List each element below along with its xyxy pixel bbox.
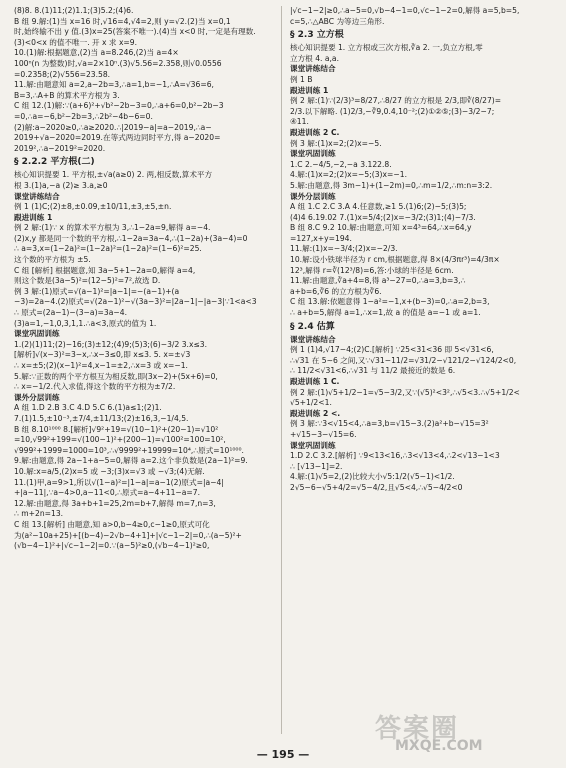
answer-line: 4.解:(1)√5=2,(2)比较大小√5:1/2(√5−1)<1/2. [290, 472, 455, 482]
answer-line: 11.解:由题意,∛a+4=8,得 a³−27=0,∴a=3,b=3,∴ [290, 276, 466, 286]
answer-line: 2019²,∴a−2019²=2020. [14, 143, 106, 153]
answer-line: 11.(1)甲,a=9>1,所以√(1−a)²=|1−a|=a−1(2)原式=|a−4| [14, 477, 224, 487]
section-heading: § 2.3 立方根 [290, 30, 344, 41]
answer-line: 例 1 B [290, 74, 313, 84]
answer-line: 为(a²−10a+25)+[(b−4)−2√b−4+1]+|√c−1−2|=0,∴(a−5)²+ [14, 530, 242, 540]
answer-line: 4.解:(1)x=2;(2)x=−5;(3)x=−1. [290, 170, 407, 180]
answer-line: 11.解:由题意知 a=2,a−2b=3,∴a=1,b=−1,∴A=√36=6, [14, 80, 214, 90]
answer-line: −3)=2a−4.(2)原式=√(2a−1)²−√(3a−3)²=|2a−1|−|a−3|∵1<a<3 [14, 297, 257, 307]
answer-line: (3)a=1,−1,0,3,1,1.∴a<3,原式的值为 1. [14, 318, 157, 328]
answer-line: ∴√31 在 5~6 之间,又∵√31−11/2=√31/2−√121/2−√124/2<0, [290, 355, 517, 365]
answer-line: 12.解:由题意,得 3a+b+1=25,2m=b+7,解得 m=7,n=3, [14, 498, 216, 508]
answer-line: =10,√99²+199=√(100−1)²+(200−1)=√100²=100=10², [14, 435, 226, 445]
answer-line: =0,∴a=−6,b²−2b=3,∴2b²−4b−6=0. [14, 111, 153, 121]
answer-line: B 组 8.C 9.2 10.解:由题意,可知 x=4³=64,∴x=64,y [290, 223, 472, 233]
answer-line: 例 1 (1)C;(2)±8,±0.09,±10/11,±3,±5,±n. [14, 202, 172, 212]
watermark-site: MXQE.COM [395, 738, 483, 754]
answer-line: (2)解:a−2020≥0,∴a≥2020.∴|2019−a|=a−2019,∴a− [14, 122, 212, 132]
answer-line: 例 2 解:(1)∵ x 的算术平方根为 3,∴1−2a=9,解得 a=−4. [14, 223, 211, 233]
answer-line: 根 3.(1)a,−a (2)≥ 3.a,≥0 [14, 180, 108, 190]
answer-line: 核心知识提要 1. 立方根或三次方根,∛a 2. 一,负立方根,零 [290, 43, 483, 53]
subsection-label: 课堂讲练结合 [14, 191, 60, 201]
subsection-label: 课外分层训练 [290, 191, 336, 201]
subsection-label: 课堂讲练结合 [290, 64, 336, 74]
answer-line: 核心知识提要 1. 平方根,±√a(a≥0) 2. 两,相反数,算术平方 [14, 170, 213, 180]
answer-line: 1.(2)(1)11;(2)−16;(3)±12;(4)9;(5)3;(6)−3/2 3.x≤3. [14, 339, 208, 349]
answer-line: C 组 13.解:依题意得 1−a²=−1,x+(b−3)=0,∴a=2,b=3, [290, 297, 490, 307]
answer-line: B 组 8.10¹⁰⁰⁰ 8.[解析]√9²+19=√(10−1)²+(20−1)=√10² [14, 424, 219, 434]
answer-line: ④11. [290, 117, 309, 127]
answer-line: +√15−3−√15=6. [290, 429, 357, 439]
answer-line: ∴ a+b=5,解得 a=1,∴x=1,故 a 的值是 a=−1 或 a=1. [290, 308, 481, 318]
answer-line: 7.(1)1.5,±10⁻³,±7/4,±11/13;(2)±16,3,−1/4,5. [14, 413, 189, 423]
subsection-label: 课堂巩固训练 [14, 329, 60, 339]
right-column [290, 6, 560, 494]
answer-line: 9.解:由题意,得 2a−1+a−5=0,解得 a=2.这个非负数是(2a−1)²=9. [14, 456, 248, 466]
answer-line: 1.D 2.C 3.2.[解析] ∵9<13<16,∴3<√13<4,∴2<√13−1<3 [290, 451, 500, 461]
answer-line: (3)<0<x 的值不唯一. 开 x 求 x=9. [14, 37, 138, 47]
answer-line: 立方根 4. a,a. [290, 53, 339, 63]
answer-line: [解析]√(x−3)²=3−x,∴x−3≤0,即 x≤3. 5. x=±√3 [14, 350, 191, 360]
answer-line: 1.C 2.−4/5,−2,−a 3.122.8. [290, 159, 392, 169]
answer-line: 5.解:∵正数的两个平方根互为相反数,即(3x−2)+(5x+6)=0, [14, 371, 218, 381]
answer-line: |√c−1−2|≥0,∴a−5=0,√b−4−1=0,√c−1−2=0,解得 a=5,b=5, [290, 6, 520, 15]
answer-line: 例 2 解:(1)√5+1/2−1=√5−3/2,又∵(√5)²<3²,∴√5<3.∴√5+1/2< [290, 387, 520, 397]
answer-line: ∴ [√13−1]=2. [290, 461, 343, 471]
subsection-label: 跟进训练 1 C. [290, 377, 340, 386]
answer-line: 2019+√a−2020=2019.在等式两边同时平方,得 a−2020= [14, 133, 221, 143]
column-divider [281, 6, 282, 734]
answer-line: 例 3 解:∵3<√15<4,∴a=3,b=√15−3.(2)a²+b−√15=3² [290, 419, 489, 429]
answer-line: (2)x,y 都是同一个数的平方根,∴1−2a=3a−4,∴(1−2a)+(3a−4)=0 [14, 233, 248, 243]
answer-line: 10.解:x=a/5,(2)x=5 或 −3;(3)x=√3 或 −√3;(4)无解. [14, 466, 205, 476]
answer-line: C 组 13.[解析] 由题意,知 a>0,b−4≥0,c−1≥0,原式可化 [14, 519, 210, 529]
answer-line: 这个数的平方根为 ±5. [14, 255, 91, 265]
answer-line: √999²+1999=1000=10³,∴√9999²+19999=10⁴,∴原式=10¹⁰⁰⁰. [14, 445, 244, 455]
answer-line: ∴ 原式=(2a−1)−(3−a)=3a−4. [14, 308, 127, 318]
answer-line: B 组 9.解:(1)当 x=16 时,√16=4,√4=2,则 y=√2.(2)当 x=0,1 [14, 16, 231, 26]
section-heading: § 2.2.2 平方根(二) [14, 157, 95, 168]
answer-line: c=5,∴△ABC 为等边三角形. [290, 16, 385, 26]
answer-line: +|a−11|,∵a−4>0,a−11<0,∴原式=a−4+11−a=7. [14, 488, 201, 498]
answer-line: C 组 12.(1)解:∵(a+6)²+√b²−2b−3=0,∴a+6=0,b²−2b−3 [14, 101, 224, 111]
answer-line: A 组 1.D 2.B 3.C 4.D 5.C 6.(1)a≤1;(2)1. [14, 403, 162, 413]
answer-line: A 组 1.C 2.C 3.A 4.任意数,≥1 5.(1)6;(2)−5;(3)5; [290, 202, 467, 212]
answer-line: 例 3 解:(1)原式=√(a−1)²=|a−1|=−(a−1)+(a [14, 286, 180, 296]
subsection-label: 课堂巩固训练 [290, 440, 336, 450]
subsection-label: 跟进训练 1 [14, 212, 53, 222]
answer-line: 时,始终输不出 y 值.(3)x=25(答案不唯一).(4)当 x<0 时,一定是有理数. [14, 27, 256, 37]
answer-line: 2/3.以下解略. (1)2/3,−∛9,0.4,10⁻²;(2)①②⑤;(3)−3/2−7; [290, 106, 495, 116]
section-heading: § 2.4 估算 [290, 321, 335, 332]
answer-line: 例 1 (1)4,√17−4;(2)C.[解析] ∵25<31<36 即 5<√31<6, [290, 345, 494, 355]
answer-line: 例 3 解:(1)x=2;(2)x=−5. [290, 138, 382, 148]
left-column [14, 6, 284, 552]
answer-line: =0.2358;(2)√556=23.58. [14, 69, 111, 79]
answer-line: √5+1/2<1. [290, 398, 332, 408]
watermark-logo: 答案圈 [375, 714, 460, 744]
answer-line: 则这个数是(3a−5)²=(12−5)²=7²,故选 D. [14, 276, 161, 286]
answer-line: ∴ x=±5;(2)(x−1)²=4,x−1=±2,∴x=3 或 x=−1. [14, 361, 188, 370]
subsection-label: 跟进训练 2 <. [290, 408, 341, 418]
subsection-label: 跟进训练 1 [290, 85, 329, 95]
answer-line: (8)8. 8.(1)11;(2)1.1;(3)5.2;(4)6. [14, 6, 134, 15]
answer-line: 5.解:由题意,得 3m−1)+(1−2m)=0,∴m=1/2,∴m:n=3:2. [290, 180, 493, 190]
answer-line: 100ⁿ(n 为整数)时,√a=2×10ⁿ.(3)√5.56=2.358,则√0.0556 [14, 58, 222, 68]
answer-line: 10.解:设小铁球半径为 r cm,根据题意,得 8×(4/3πr³)=4/3π× [290, 255, 500, 265]
answer-line: B=3,∴A+B 的算术平方根为 3. [14, 90, 120, 100]
answer-line: 11.解:(1)x=−3/4;(2)x=−2/3. [290, 244, 398, 254]
answer-line: ∴ m+2n=13. [14, 509, 64, 519]
subsection-label: 课堂讲练结合 [290, 334, 336, 344]
answer-line: 12³,解得 r=∛(12³/8)=6,答:小球的半径是 6cm. [290, 265, 454, 275]
answer-line: ∴ x=−1/2.代入求值,得这个数的平方根为±7/2. [14, 382, 176, 392]
answer-line: ∴ a=3,x=(1−2a)²=(1−2a)²=(1−2a)²=(1−6)²=25. [14, 244, 202, 254]
subsection-label: 课堂巩固训练 [290, 149, 336, 159]
answer-line: (√b−4−1)²+|√c−1−2|=0.∵(a−5)²≥0,(√b−4−1)²≥0, [14, 541, 210, 551]
answer-line: a+b=6,∛6 的立方根为∛6. [290, 286, 382, 296]
answer-line: 2√5−6−√5+4/2=√5−4/2,且√5<4,∴√5−4/2<0 [290, 482, 463, 492]
answer-line: C 组 [解析] 根据题意,知 3a−5+1−2a=0,解得 a=4, [14, 265, 196, 275]
answer-line: (4)4 6.19.02 7.(1)x=5/4;(2)x=−3/2;(3)1;(4)−7/3. [290, 212, 476, 222]
answer-line: 10.(1)解:根据题意,(2)当 a=8.246,(2)当 a=4× [14, 48, 179, 58]
answer-line: =127,x+y=194. [290, 233, 352, 243]
answer-line: 例 2 解:(1)∵(2/3)³=8/27,∴8/27 的立方根是 2/3,即∛(8/27)= [290, 96, 502, 106]
answer-line: ∴ 11/2<√31<6,∴√31 与 11/2 最接近的数是 6. [290, 366, 456, 376]
subsection-label: 跟进训练 2 C. [290, 127, 340, 137]
subsection-label: 课外分层训练 [14, 392, 60, 402]
page-number: — 195 — [256, 748, 310, 761]
